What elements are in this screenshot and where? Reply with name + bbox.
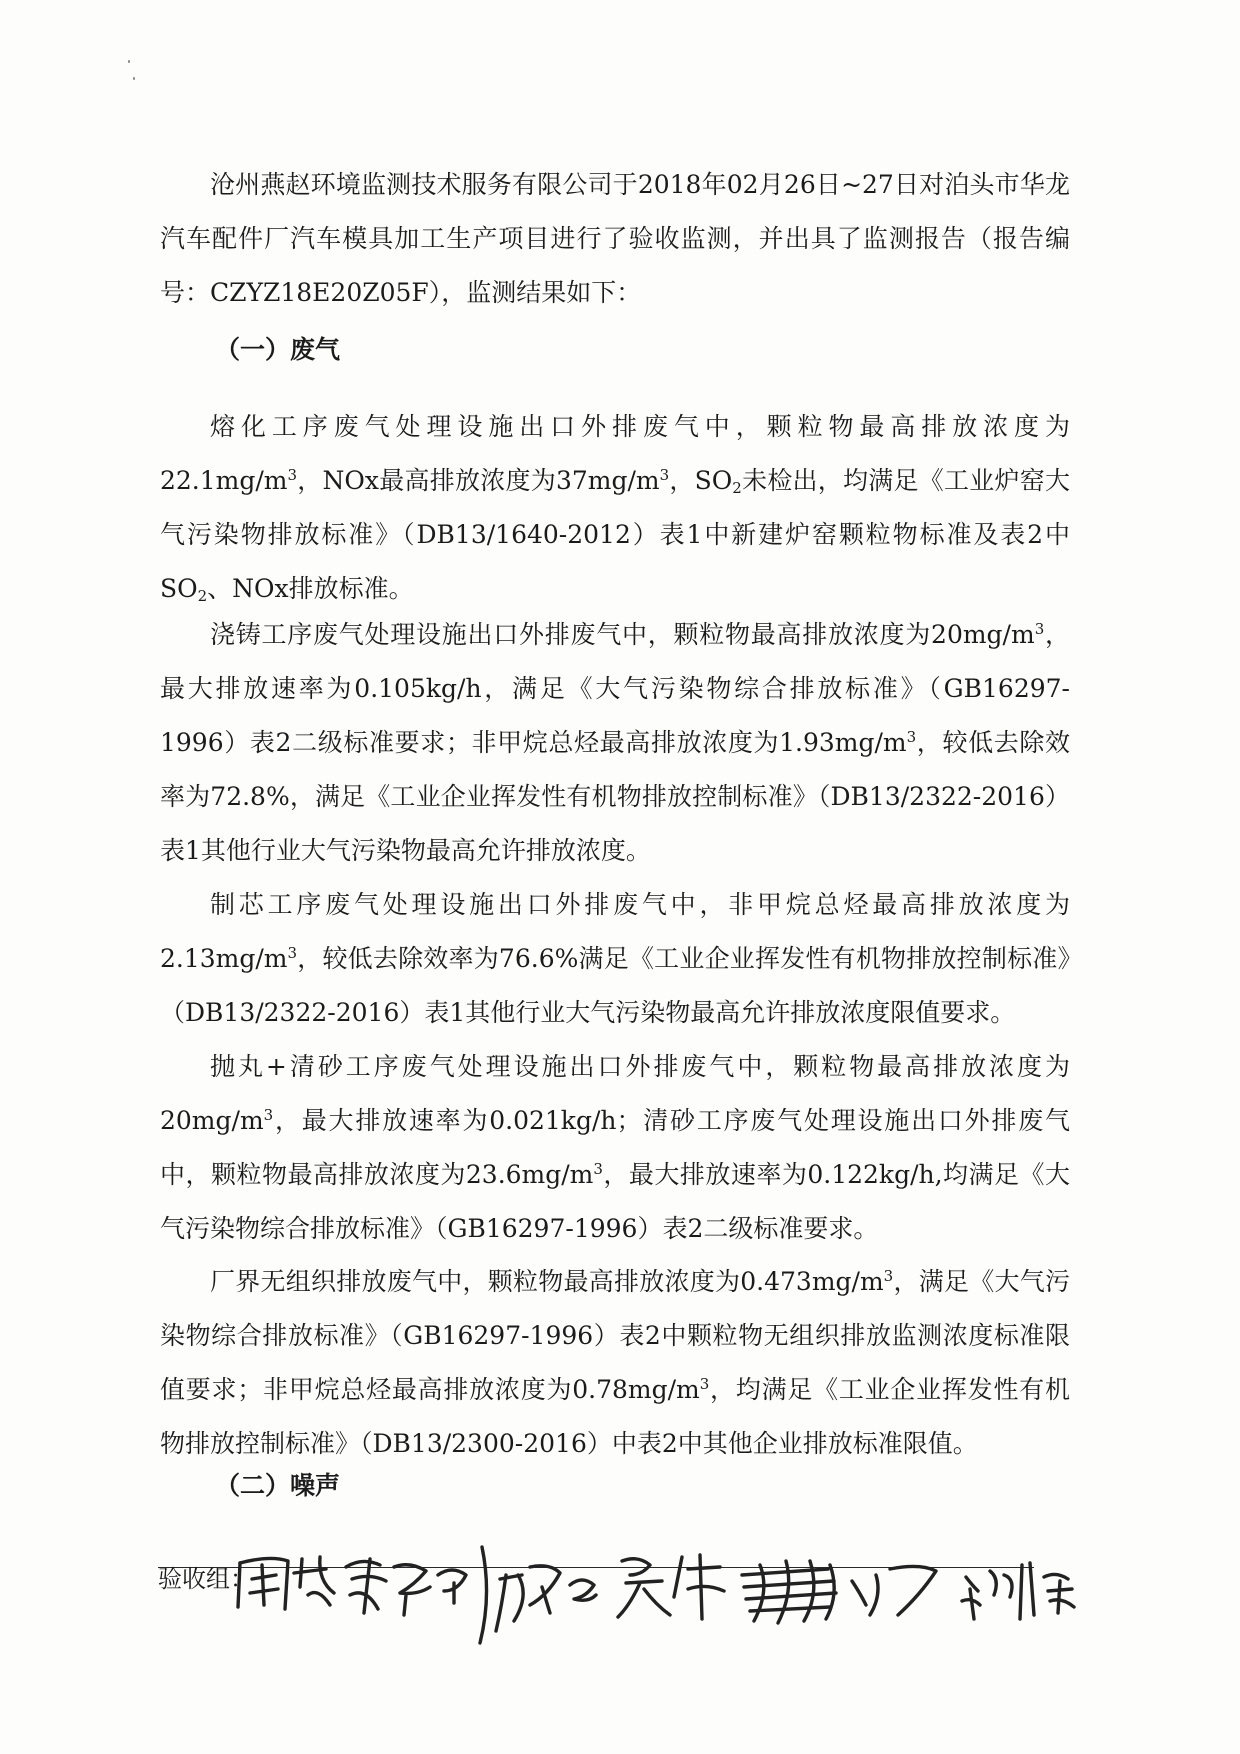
text-run: ，均满足《工业企业挥发性有机物排放控制标准》（DB13/2300-2016）中表2中其他企业排放标准限值。: [160, 1375, 1070, 1458]
signature-stroke: [250, 1565, 278, 1605]
signature-stroke: [294, 1557, 334, 1605]
superscript: 3: [659, 466, 670, 484]
signature-stroke: [1044, 1574, 1074, 1613]
signature-stroke: [852, 1566, 936, 1615]
text-run: ，最大排放速率为0.122kg/h,均满足《大气污染物综合排放标准》（GB16297-1996）表2二级标准要求。: [160, 1160, 1070, 1243]
heading-title: 噪声: [290, 1471, 341, 1500]
superscript: 3: [1034, 620, 1045, 638]
paragraph-melting: [160, 400, 1070, 616]
superscript: 3: [593, 1160, 603, 1178]
superscript: 3: [883, 1267, 894, 1285]
superscript: 3: [287, 944, 298, 962]
text-run: 熔化工序废气处理设施出口外排废气中，颗粒物最高排放浓度为22.1mg/m: [160, 412, 1070, 495]
text-run: ，SO: [669, 466, 733, 495]
signature-stroke: [438, 1570, 466, 1603]
signature-stroke: [346, 1559, 386, 1613]
subscript: 2: [732, 478, 742, 497]
signature-stroke: [394, 1565, 430, 1615]
text-run: ，较低去除效率为76.6%满足《工业企业挥发性有机物排放控制标准》（DB13/2322-2016）表1其他行业大气污染物最高允许排放浓度限值要求。: [160, 944, 1070, 1027]
text-run: ，满足《大气污染物综合排放标准》（GB16297-1996）表2中颗粒物无组织排放监测浓度标准限值要求；非甲烷总烃最高排放浓度为0.78mg/m: [160, 1267, 1070, 1404]
scan-speck: [128, 60, 130, 63]
section-heading-noise: [215, 1466, 340, 1506]
intro-paragraph: [160, 158, 1070, 320]
signature-stroke: [674, 1555, 724, 1619]
superscript: 3: [263, 1106, 274, 1124]
text-run: 厂界无组织排放废气中，颗粒物最高排放浓度为0.473mg/m: [210, 1267, 884, 1296]
paragraph-shot-blasting: [160, 1040, 1070, 1256]
text-run: 浇铸工序废气处理设施出口外排废气中，颗粒物最高排放浓度为20mg/m: [210, 620, 1035, 649]
superscript: 3: [287, 466, 298, 484]
subscript: 2: [197, 586, 208, 605]
text-run: 抛丸+清砂工序废气处理设施出口外排废气中，颗粒物最高排放浓度为20mg/m: [160, 1052, 1070, 1135]
paragraph-fugitive: [160, 1255, 1070, 1471]
signature-stroke: [570, 1580, 596, 1600]
superscript: 3: [906, 728, 917, 746]
heading-title: 废气: [290, 335, 341, 364]
text-run: 制芯工序废气处理设施出口外排废气中，非甲烷总烃最高排放浓度为2.13mg/m: [160, 890, 1070, 973]
handwritten-signatures: [230, 1535, 1130, 1645]
acceptance-group-label: 验收组：: [158, 1565, 254, 1593]
heading-prefix: （二）: [215, 1471, 291, 1500]
paragraph-core-making: [160, 878, 1070, 1040]
signature-stroke: [990, 1563, 1034, 1619]
intro-text: 沧州燕赵环境监测技术服务有限公司于2018年02月26日~27日对泊头市华龙汽车配件厂汽车模具加工生产项目进行了验收监测，并出具了监测报告（报告编号：CZYZ18E20Z05F），监测结果如下：: [160, 170, 1070, 307]
paragraph-casting: [160, 608, 1070, 878]
text-run: ，最大排放速率为0.105kg/h，满足《大气污染物综合排放标准》（GB16297-1996）表2二级标准要求；非甲烷总烃最高排放浓度为1.93mg/m: [160, 620, 1070, 757]
signature-stroke: [962, 1577, 980, 1619]
text-run: ，最大排放速率为0.021kg/h；清砂工序废气处理设施出口外排废气中，颗粒物最高排放浓度为23.6mg/m: [160, 1106, 1070, 1189]
section-heading-waste-gas: [215, 330, 340, 370]
signature-stroke: [480, 1547, 487, 1643]
signature-stroke: [618, 1559, 670, 1617]
heading-prefix: （一）: [215, 335, 291, 364]
text-run: ，较低去除效率为72.8%，满足《工业企业挥发性有机物排放控制标准》（DB13/2322-2016）表1其他行业大气污染物最高允许排放浓度。: [160, 728, 1070, 865]
text-run: ，NOx最高排放浓度为37mg/m: [297, 466, 660, 495]
scan-speck: [133, 77, 135, 80]
signature-stroke: [496, 1566, 560, 1631]
text-run: 未检出，均满足《工业炉窑大气污染物排放标准》（DB13/1640-2012）表1中新建炉窑颗粒物标准及表2中SO: [160, 466, 1070, 603]
signature-stroke: [238, 1563, 240, 1607]
superscript: 3: [699, 1375, 710, 1393]
text-run: 、NOx排放标准。: [207, 574, 414, 603]
